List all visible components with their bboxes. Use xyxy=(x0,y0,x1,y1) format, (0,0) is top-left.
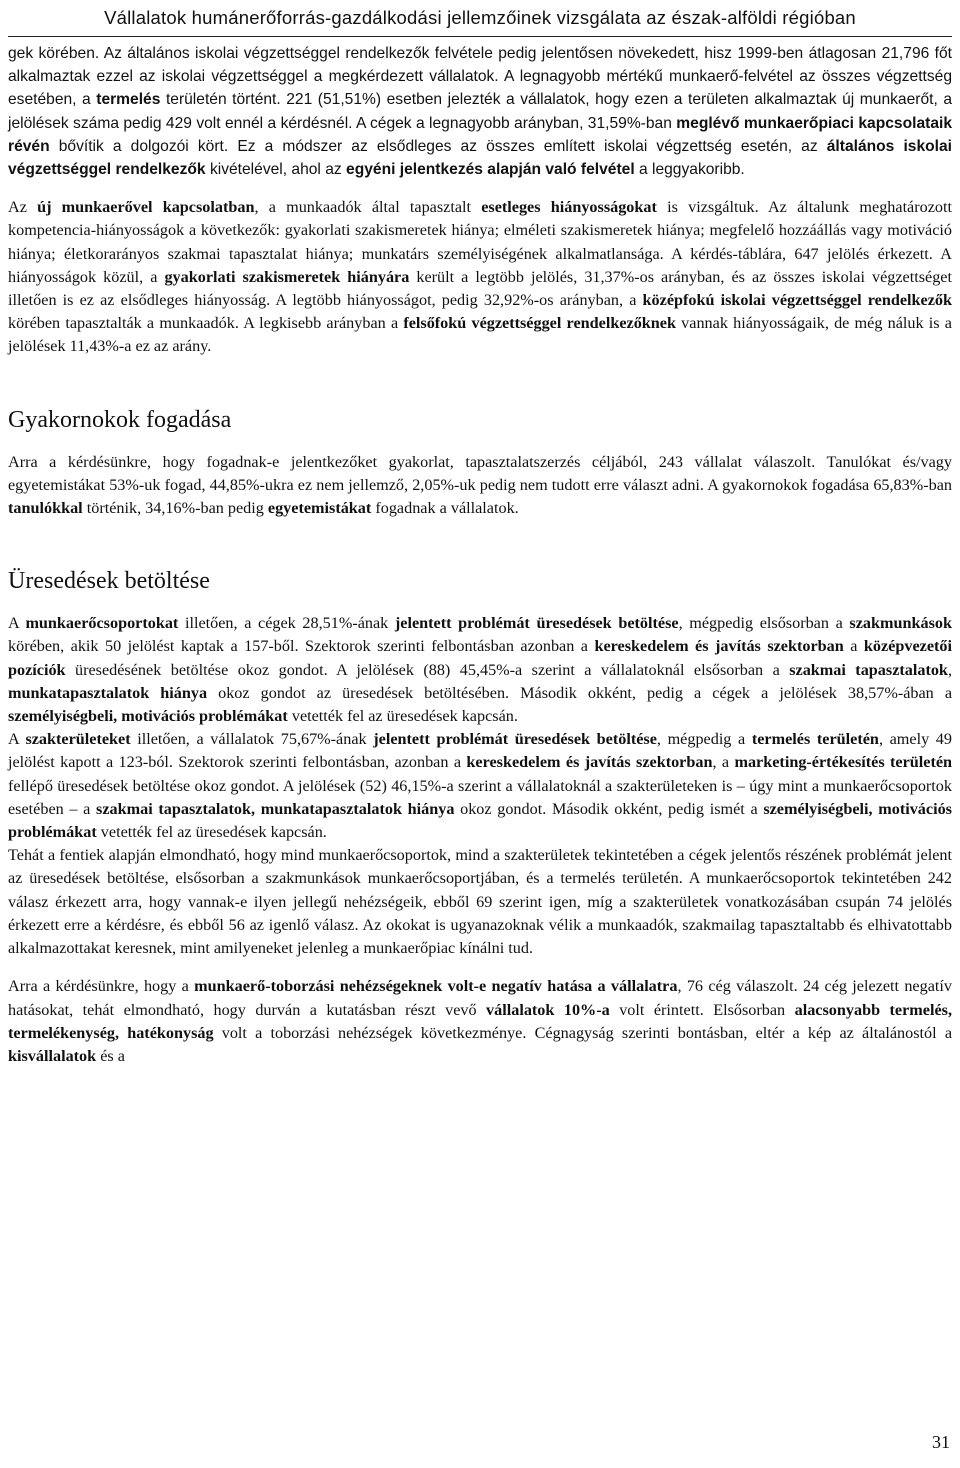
text-run: okoz gondot az üresedések betöltésében. Második okként, pedig a cégek a jelölések 38,57%-ában a xyxy=(207,683,953,702)
bold-text: munkaerőcsoportokat xyxy=(25,614,179,633)
text-run: körében tapasztalták a munkaadók. A legkisebb arányban a xyxy=(8,314,404,333)
bold-text: középvezetői pozíciók xyxy=(8,637,952,679)
text-run: fogadnak a vállalatok. xyxy=(371,499,519,518)
text-run: került a legtöbb jelölés, 31,37%-os arányban, és az összes iskolai végzettséget illetően is ez az elsődleges hiányosság. A legtöbb hiányosságot, pedig 32,92%-os arányban, a xyxy=(8,267,952,310)
bold-text: felsőfokú végzettséggel rendelkezőknek xyxy=(403,314,676,333)
bold-text: termelés területén xyxy=(751,730,879,749)
bold-text: munkatapasztalatok hiánya xyxy=(8,683,208,702)
bold-text: kereskedelem és javítás szektorban xyxy=(594,637,844,656)
paragraph-spacer xyxy=(8,436,952,451)
bold-text: munkaerő-toborzási nehézségeknek volt-e negatív hatása a vállalatra xyxy=(194,977,678,996)
bold-text: egyéni jelentkezés alapján való felvétel xyxy=(346,161,635,179)
bold-text: gyakorlati szakismeretek hiányára xyxy=(164,267,410,286)
bold-text: jelentett problémát üresedések betöltése xyxy=(373,730,657,749)
bold-text: tanulókkal xyxy=(8,499,83,518)
text-run: kivételével, ahol az xyxy=(205,161,347,179)
section-heading: Üresedések betöltése xyxy=(8,568,210,595)
bold-text: középfokú iskolai végzettséggel rendelkezők xyxy=(642,291,952,310)
text-run: körében, akik 50 jelölést kaptak a 157-ből. Szektorok szerinti felbontásban azonban a xyxy=(8,637,595,656)
paragraph-spacer xyxy=(8,960,952,975)
paragraph-spacer xyxy=(8,181,952,196)
bold-text: szakmunkások xyxy=(849,614,952,633)
bold-text: kisvállalatok xyxy=(8,1046,97,1065)
bold-text: szakterületeket xyxy=(25,730,131,749)
text-run: okoz gondot. Második okként, pedig ismét a xyxy=(454,799,764,818)
text-run: vetették fel az üresedések kapcsán. xyxy=(96,823,327,842)
text-run: Arra a kérdésünkre, hogy fogadnak-e jelentkezőket gyakorlat, tapasztalatszerzés céljából, 243 vállalat válaszolt. Tanulókat és/vagy egyetemistákat 53%-uk fogad, 44,85%-ukra ez nem jellemző, 2,05%-uk pedig nem tudott erre választ adni. A gyakornokok fogadása 65,83%-ban xyxy=(8,452,952,494)
body-paragraph xyxy=(8,728,952,844)
text-run: , amely 49 jelölést kapott a 123-ból. Szektorok szerinti felbontásban, azonban a xyxy=(8,730,952,772)
section-heading: Gyakornokok fogadása xyxy=(8,406,232,433)
text-run: Az xyxy=(8,198,38,217)
text-run: illetően, a cégek 28,51%-ának xyxy=(178,614,395,633)
text-run: is vizsgáltuk. Az általunk meghatározott kompetencia-hiányosságok a következők: gyakorlati szakismeretek hiánya; elméleti szakismeretek hiánya; megfelelő hozzáállás vagy motiváció hiánya; életkorarányos szakmai tapasztalat hiánya; munkatárs személyiségének alkalmatlansága. A kérdés-táblára, 647 jelölés érkezett. A hiányosságok közül, a xyxy=(8,198,953,286)
bold-text: új munkaerővel kapcsolatban xyxy=(37,198,255,217)
text-run: A xyxy=(8,614,26,633)
text-run: , mégpedig a xyxy=(656,730,752,749)
section-spacer xyxy=(8,359,952,404)
text-run: és a xyxy=(96,1046,125,1065)
text-run: vannak hiányosságaik, de még náluk is a jelölések 11,43%-a ez az arány. xyxy=(8,314,952,356)
bold-text: személyiségbeli, motivációs problémákat xyxy=(8,707,288,726)
bold-text: egyetemistákat xyxy=(267,499,372,518)
text-run: , a xyxy=(712,753,735,772)
bold-text: általános iskolai végzettséggel rendelkezők xyxy=(8,137,952,179)
bold-text: vállalatok 10%-a xyxy=(486,1000,610,1019)
text-run: volt a toborzási nehézségek következménye. Cégnagyság szerinti bontásban, eltér a kép az általánostól a xyxy=(213,1023,953,1042)
body-paragraph xyxy=(8,451,952,521)
text-run: , xyxy=(947,660,952,679)
page-number: 31 xyxy=(932,1432,950,1452)
paragraph-spacer xyxy=(8,597,952,612)
text-run: vetették fel az üresedések kapcsán. xyxy=(287,707,518,726)
document-body xyxy=(8,42,952,1068)
body-paragraph xyxy=(8,844,952,960)
text-run: A xyxy=(8,730,26,749)
running-header: Vállalatok humánerőforrás-gazdálkodási jellemzőinek vizsgálata az észak-alföldi régióban xyxy=(8,0,952,37)
bold-text: termelés xyxy=(96,91,161,109)
bold-text: marketing-értékesítés területén xyxy=(734,753,953,772)
text-run: A cégek a legnagyobb arányban, 31,59%-ban xyxy=(356,114,677,132)
text-run: , 76 cég válaszolt. 24 cég jelezett negatív hatásokat, tehát elmondható, hogy durván a kutatásban részt vevő xyxy=(8,977,952,1019)
text-run: fellépő üresedések betöltése okoz gondot. A jelölések (52) 46,15%-a szerint a vállalatoknál a szakterületeken is – úgy mint a munkaerőcsoportok esetében – a xyxy=(8,776,952,818)
text-run: a leggyakoribb. xyxy=(634,161,745,179)
text-run: volt érintett. Elsősorban xyxy=(609,1000,795,1019)
bold-text: szakmai tapasztalatok xyxy=(789,660,948,679)
text-run: Ez a módszer az elsődleges az összes említett iskolai végzettség esetén, az xyxy=(237,137,827,155)
body-paragraph xyxy=(8,612,952,728)
text-run: , mégpedig elsősorban a xyxy=(678,614,850,633)
bold-text: esetleges hiányosságokat xyxy=(481,198,657,217)
bold-text: alacsonyabb termelés, termelékenység, hatékonyság xyxy=(8,1000,952,1042)
text-run: területén történt. 221 (51,51%) esetben jelezték a vállalatok, hogy ezen a területen alkalmaztak új munkaerőt, a jelölések száma pedig 429 volt ennél a kérdésnél. xyxy=(8,91,952,132)
bold-text: szakmai tapasztalatok, munkatapasztalatok hiánya xyxy=(96,799,455,818)
body-paragraph xyxy=(8,42,952,181)
bold-text: személyiségbeli, motivációs problémákat xyxy=(8,799,952,842)
body-paragraph xyxy=(8,196,952,358)
text-run: gek körében. Az általános iskolai végzettséggel rendelkezők felvétele pedig jelentősen növekedett, hisz 1999-ben átlagosan 21,796 főt alkalmaztak ezzel az iskolai végzettséggel a megkérdezett vállalatok. A legnagyobb mértékű munkaerő-felvétel az összes végzettség esetében, a xyxy=(8,45,952,109)
bold-text: jelentett problémát üresedések betöltése xyxy=(394,614,679,633)
bold-text: meglévő munkaerőpiaci kapcsolataik révén xyxy=(8,114,952,155)
section-spacer xyxy=(8,520,952,565)
body-paragraph xyxy=(8,975,952,1068)
text-run: Tehát a fentiek alapján elmondható, hogy mind munkaerőcsoportok, mind a szakterületek tekintetében a cégek jelentős részének problémát jelent az üresedések betöltése, elsősorban a szakmunkások munkaerőcsoportjában, és a termelés területén. A munkaerőcsoportok tekintetében 242 válasz érkezett arra, hogy vannak-e ilyen jellegű nehézségeik, ebből 69 szerint igen, míg a szakterületek vonatkozásában csupán 74 jelölés érkezett erre a kérdésre, és ebből 56 az igenlő válasz. Az okokat is ugyanazoknak vélik a munkaadók, szakmailag tapasztaltabb és elhivatottabb alkalmazottakat keresnek, mint amilyeneket jelenleg a munkaerőpiac kínálni tud. xyxy=(8,846,952,958)
text-run: történik, 34,16%-ban pedig xyxy=(82,499,268,518)
bold-text: kereskedelem és javítás szektorban xyxy=(466,753,713,772)
text-run: bővítik a dolgozói kört. xyxy=(49,137,238,155)
text-run: a xyxy=(843,637,864,656)
text-run: illetően, a vállalatok 75,67%-ának xyxy=(130,730,374,749)
text-run: üresedésének betöltése okoz gondot. A jelölések (88) 45,45%-a szerint a vállalatoknál elsősorban a xyxy=(65,660,790,679)
text-run: Arra a kérdésünkre, hogy a xyxy=(8,977,195,996)
text-run: , a munkaadók által tapasztalt xyxy=(254,198,482,217)
